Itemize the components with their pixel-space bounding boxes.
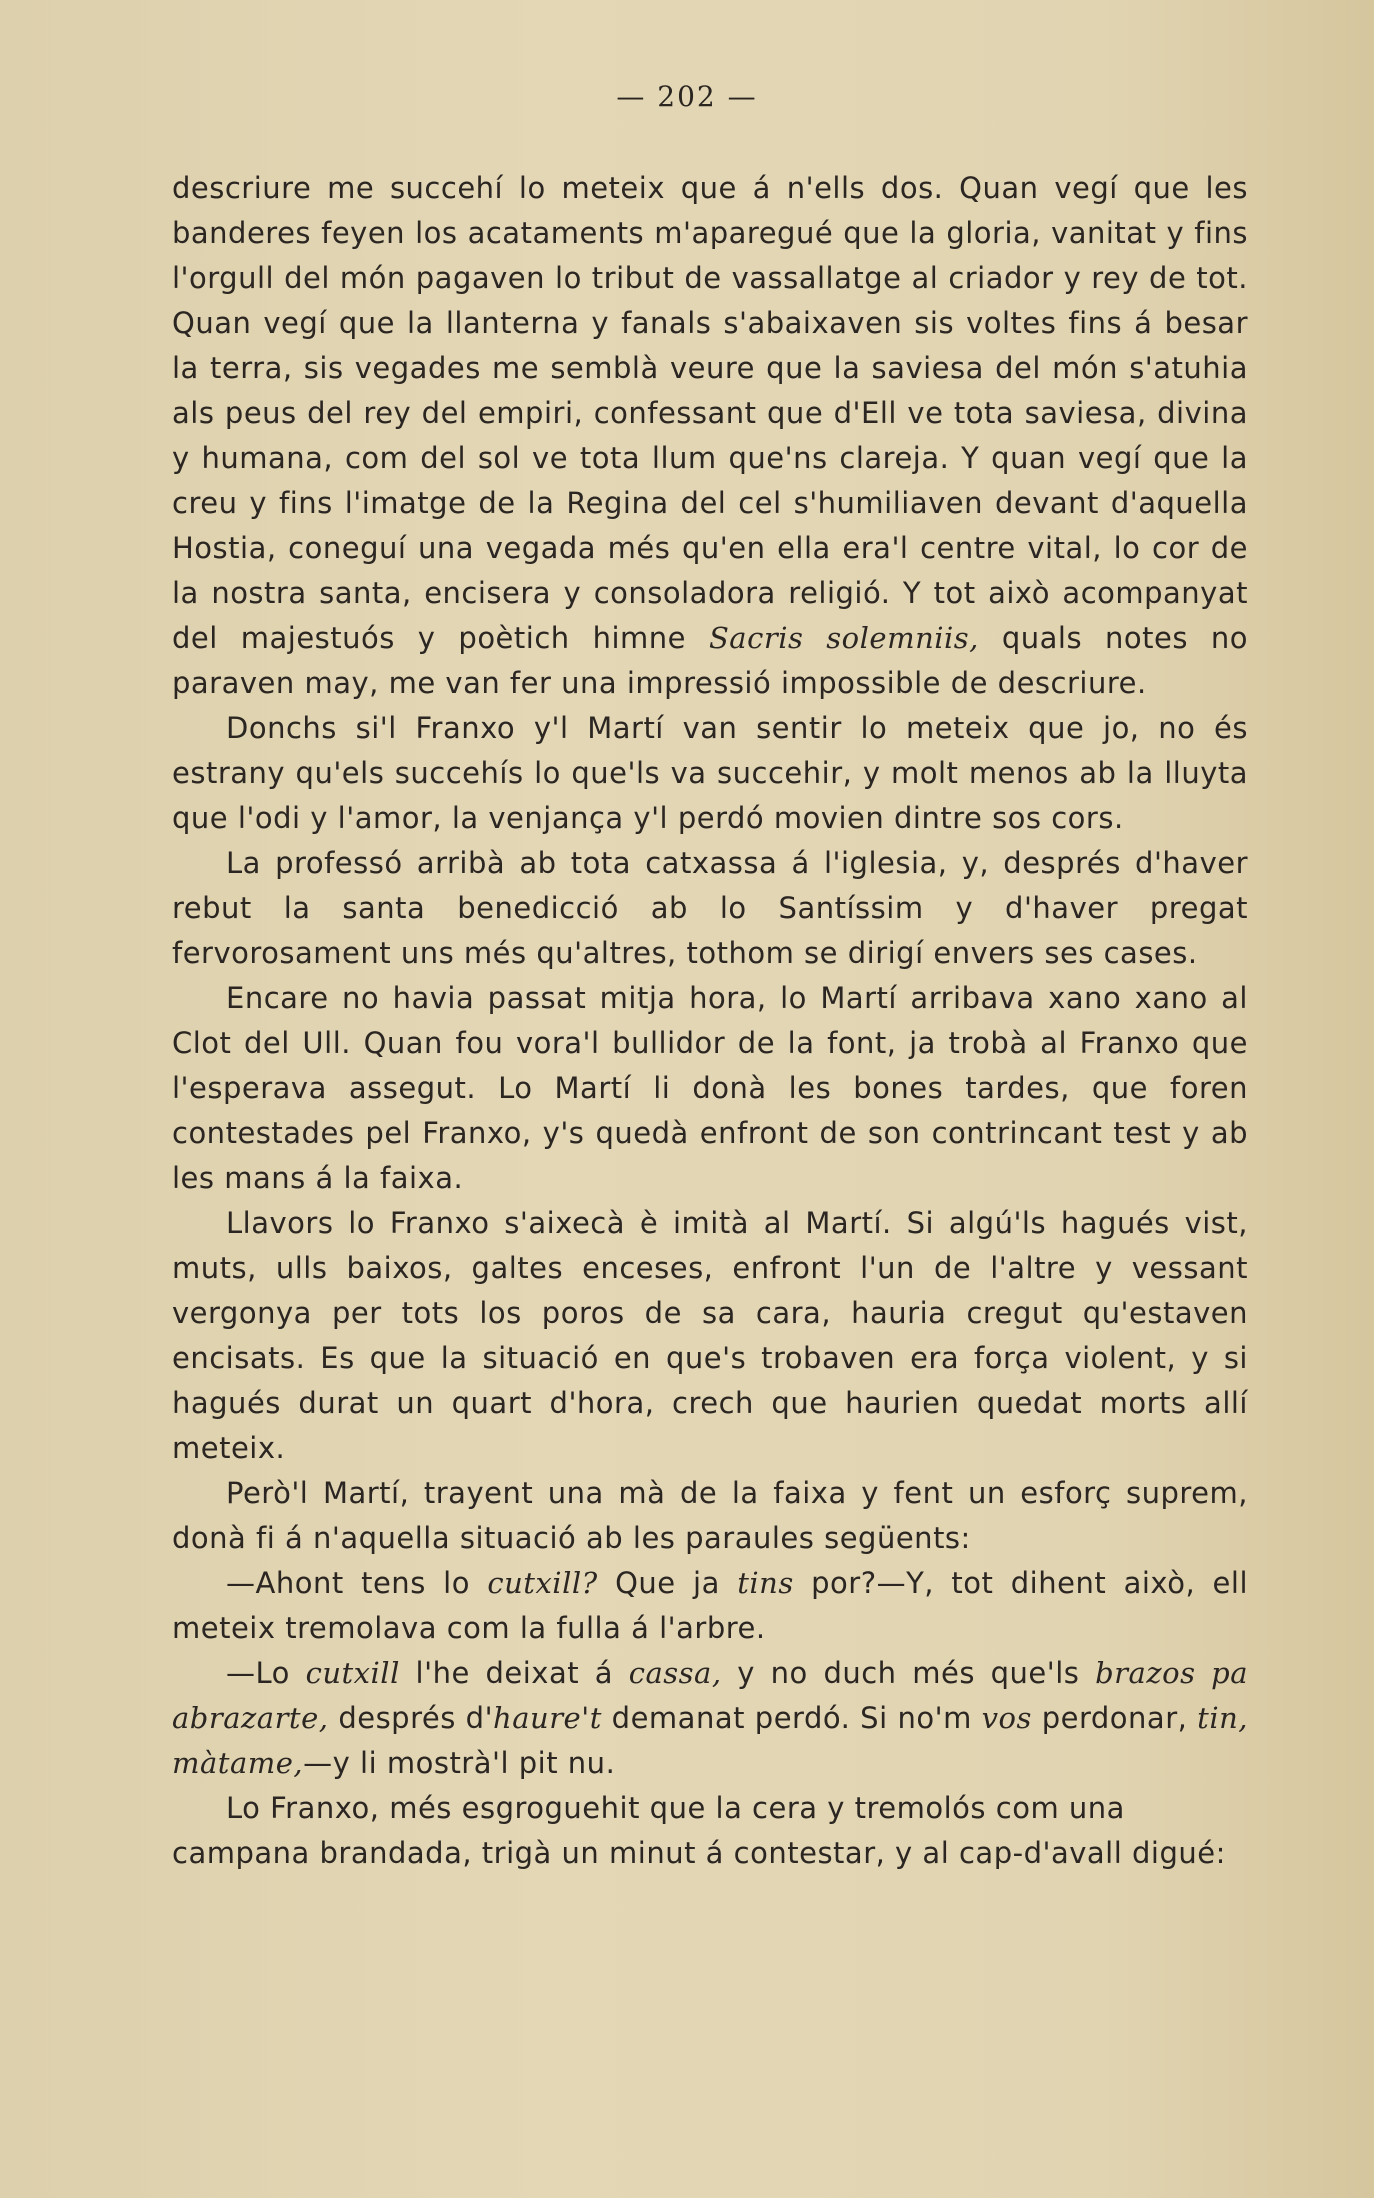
paragraph xyxy=(172,841,1248,976)
text-run: Però'l Martí, trayent una mà de la faixa y fent un esforç suprem, donà fi á n'aquella situació ab les paraules següents: xyxy=(172,1476,1248,1555)
text-run: Encare no havia passat mitja hora, lo Martí arribava xano xano al Clot del Ull. Quan fou vora'l bullidor de la font, ja trobà al Franxo que l'esperava assegut. Lo Martí li donà les bones tardes, que foren contestades pel Franxo, y's quedà enfront de son contrincant test y ab les mans á la faixa. xyxy=(172,981,1248,1195)
paragraph xyxy=(172,1201,1248,1471)
italic-text: haure't xyxy=(493,1701,602,1735)
page-number: — 202 — xyxy=(616,80,758,113)
text-run: —Ahont tens lo xyxy=(226,1566,488,1600)
text-run: l'he deixat á xyxy=(399,1656,629,1690)
text-run: por?—Y, tot dihent això, ell meteix tremolava com la fulla á l'arbre. xyxy=(172,1566,1248,1645)
italic-text: cutxill xyxy=(305,1656,400,1690)
paragraph xyxy=(172,1471,1248,1561)
text-run: descriure me succehí lo meteix que á n'ells dos. Quan vegí que les banderes feyen los acataments m'aparegué que la gloria, vanitat y fins l'orgull del món pagaven lo tribut de vassallatge al criador y rey de tot. Quan vegí que la llanterna y fanals s'abaixaven sis voltes fins á besar la terra, sis vegades me semblà veure que la saviesa del món s'atuhia als peus del rey del empiri, confessant que d'Ell ve tota saviesa, divina y humana, com del sol ve tota llum que'ns clareja. Y quan vegí que la creu y fins l'imatge de la Regina del cel s'humiliaven devant d'aquella Hostia, coneguí una vegada més qu'en ella era'l centre vital, lo cor de la nostra santa, encisera y consoladora religió. Y tot això acompanyat del majestuós y poètich himne xyxy=(172,171,1248,655)
text-run: perdonar, xyxy=(1031,1701,1198,1735)
body-text xyxy=(172,166,1248,1876)
italic-text: cassa, xyxy=(628,1656,722,1690)
text-run: Llavors lo Franxo s'aixecà è imità al Martí. Si algú'ls hagués vist, muts, ulls baixos, galtes enceses, enfront l'un de l'altre y vessant vergonya per tots los poros de sa cara, hauria cregut qu'estaven encisats. Es que la situació en que's trobaven era força violent, y si hagués durat un quart d'hora, crech que haurien quedat morts allí meteix. xyxy=(172,1206,1248,1465)
italic-text: brazos pa abrazarte, xyxy=(172,1656,1248,1735)
paragraph xyxy=(172,976,1248,1201)
paragraph xyxy=(172,1786,1248,1876)
text-run: després d' xyxy=(328,1701,494,1735)
paragraph xyxy=(172,166,1248,706)
paragraph xyxy=(172,1561,1248,1651)
text-run: —y li mostrà'l pit nu. xyxy=(303,1746,616,1780)
text-run: Lo Franxo, més esgroguehit que la cera y tremolós com una campana brandada, trigà un minut á contestar, y al cap-d'avall digué: xyxy=(172,1791,1226,1870)
text-run: Donchs si'l Franxo y'l Martí van sentir lo meteix que jo, no és estrany qu'els succehís lo que'ls va succehir, y molt menos ab la lluyta que l'odi y l'amor, la venjança y'l perdó movien dintre sos cors. xyxy=(172,711,1248,835)
italic-text: vos xyxy=(981,1701,1032,1735)
text-run: Que ja xyxy=(597,1566,738,1600)
italic-text: Sacris solemniis, xyxy=(708,621,979,655)
paragraph xyxy=(172,1651,1248,1786)
italic-text: cutxill? xyxy=(487,1566,598,1600)
paragraph xyxy=(172,706,1248,841)
text-run: La professó arribà ab tota catxassa á l'iglesia, y, després d'haver rebut la santa benedicció ab lo Santíssim y d'haver pregat fervorosament uns més qu'altres, tothom se dirigí envers ses cases. xyxy=(172,846,1248,970)
italic-text: tin, màtame, xyxy=(172,1701,1248,1780)
text-run: quals notes no paraven may, me van fer una impressió impossible de descriure. xyxy=(172,621,1249,700)
text-run: —Lo xyxy=(226,1656,306,1690)
text-run: y no duch més que'ls xyxy=(721,1656,1096,1690)
text-run: demanat perdó. Si no'm xyxy=(601,1701,982,1735)
italic-text: tins xyxy=(737,1566,794,1600)
